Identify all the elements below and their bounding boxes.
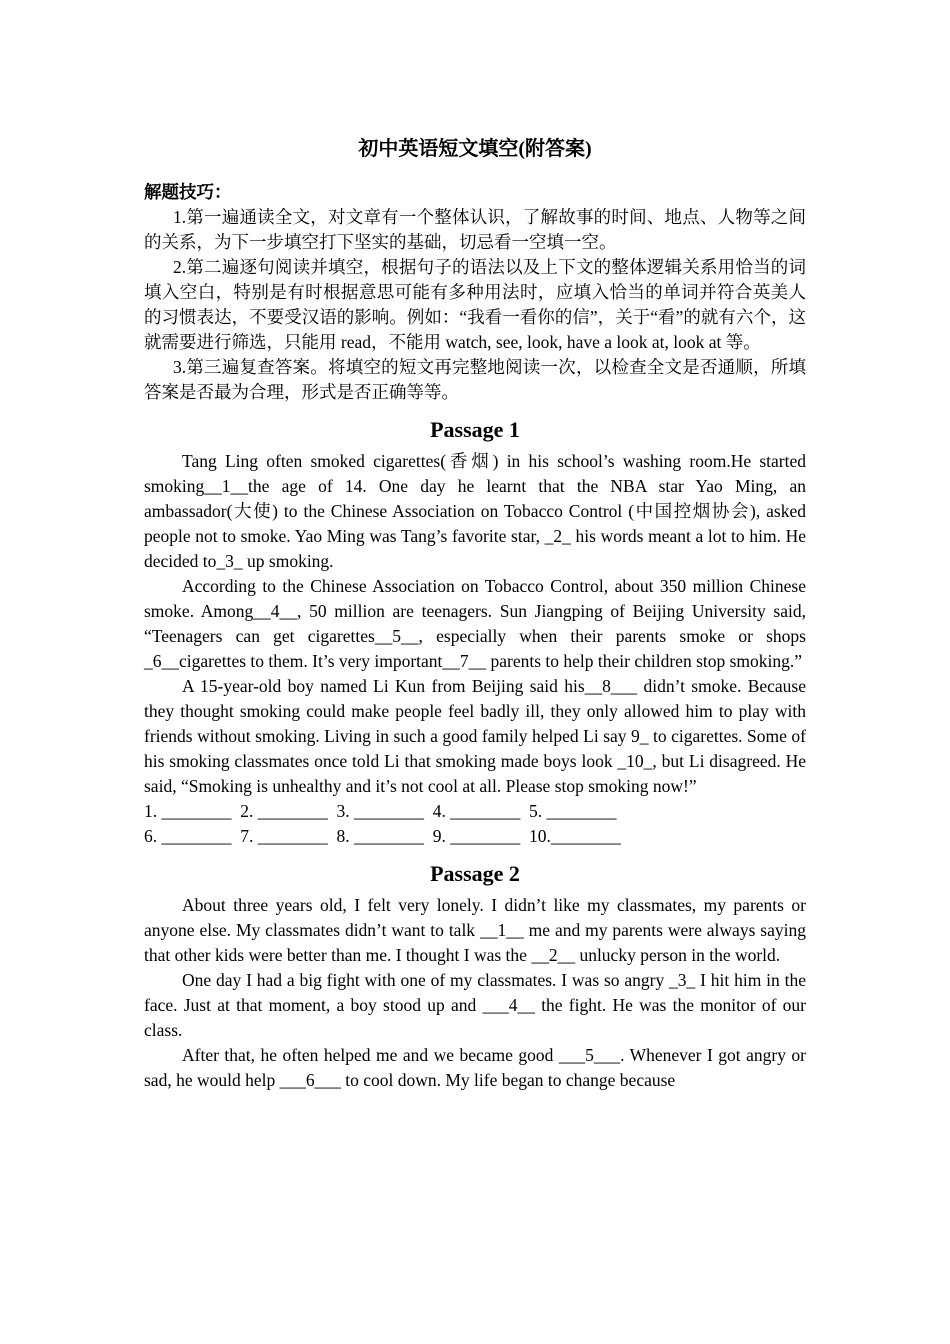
answer-row-2: 6. ________ 7. ________ 8. ________ 9. ________ 10.________ (144, 826, 621, 846)
tip-3: 3.第三遍复查答案。将填空的短文再完整地阅读一次，以检查全文是否通顺，所填答案是否最为合理，形式是否正确等等。 (144, 357, 806, 402)
passage-1 (144, 415, 806, 849)
passage-2 (144, 859, 806, 1093)
passage-2-title: Passage 2 (430, 861, 520, 886)
passage-2-paragraph-3: After that, he often helped me and we became good ___5___. Whenever I got angry or sad, he would help ___6___ to cool down. My life began to change because (144, 1045, 806, 1090)
passage-2-paragraph-2: One day I had a big fight with one of my classmates. I was so angry _3_ I hit him in the face. Just at that moment, a boy stood up and ___4__ the fight. He was the monitor of our class. (144, 970, 806, 1040)
passage-1-paragraph-3: A 15-year-old boy named Li Kun from Beijing said his__8___ didn’t smoke. Because they thought smoking could make people feel badly ill, they only allowed him to play with friends without smoking. Living in such a good family helped Li say 9_ to cigarettes. Some of his smoking classmates once told Li that smoking made boys look _10_, but Li disagreed. He said, “Smoking is unhealthy and it’s not cool at all. Please stop smoking now!” (144, 676, 806, 796)
answer-row-1: 1. ________ 2. ________ 3. ________ 4. ________ 5. ________ (144, 801, 617, 821)
document-body (144, 128, 806, 1093)
document-title: 初中英语短文填空(附答案) (358, 138, 592, 160)
tip-1: 1.第一遍通读全文，对文章有一个整体认识，了解故事的时间、地点、人物等之间的关系，为下一步填空打下坚实的基础，切忌看一空填一空。 (144, 207, 806, 252)
passage-1-title: Passage 1 (430, 417, 520, 442)
passage-1-paragraph-1: Tang Ling often smoked cigarettes(香烟) in his school’s washing room.He started smoking__1__the age of 14. One day he learnt that the NBA star Yao Ming, an ambassador(大使) to the Chinese Association on Tobacco Control (中国控烟协会), asked people not to smoke. Yao Ming was Tang’s favorite star, _2_ his words meant a lot to him. He decided to_3_ up smoking. (144, 451, 806, 571)
tips-section (144, 180, 806, 405)
passage-2-paragraph-1: About three years old, I felt very lonely. I didn’t like my classmates, my parents or anyone else. My classmates didn’t want to talk __1__ me and my parents were always saying that other kids were better than me. I thought I was the __2__ unlucky person in the world. (144, 895, 806, 965)
passage-1-paragraph-2: According to the Chinese Association on Tobacco Control, about 350 million Chinese smoke. Among__4__, 50 million are teenagers. Sun Jiangping of Beijing University said, “Teenagers can get cigarettes__5__, especially when their parents smoke or shops _6__cigarettes to them. It’s very important__7__ parents to help their children stop smoking.” (144, 576, 806, 671)
tips-heading: 解题技巧： (144, 182, 232, 202)
tip-2: 2.第二遍逐句阅读并填空，根据句子的语法以及上下文的整体逻辑关系用恰当的词填入空白，特别是有时根据意思可能有多种用法时，应填入恰当的单词并符合英美人的习惯表达，不要受汉语的影响。例如：“我看一看你的信”，关于“看”的就有六个，这就需要进行筛选，只能用 read，不能用 watch, see, look, have a look at, look at 等。 (144, 257, 806, 352)
